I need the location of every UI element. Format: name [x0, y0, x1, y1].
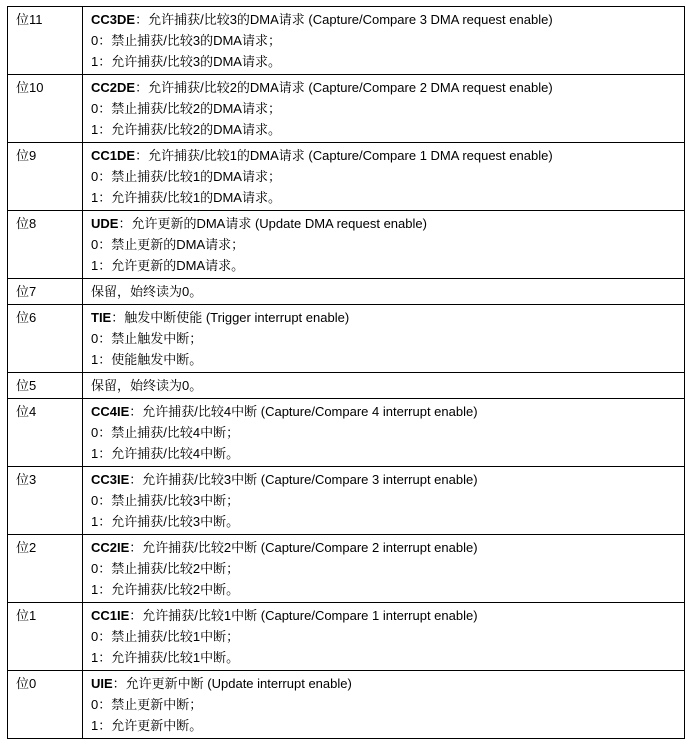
option-value: 1：允许捕获/比较3中断。 — [91, 514, 240, 529]
table-row — [8, 535, 685, 603]
field-title: ：允许捕获/比较2的DMA请求 (Capture/Compare 2 DMA request enable) — [135, 80, 553, 95]
field-name: CC1DE — [91, 148, 136, 163]
option-value: 0：禁止捕获/比较2的DMA请求； — [91, 101, 281, 116]
option-value: 1：允许捕获/比较3的DMA请求。 — [91, 54, 281, 69]
option-value: 0：禁止捕获/比较1的DMA请求； — [91, 169, 281, 184]
field-title: ：触发中断使能 (Trigger interrupt enable) — [111, 310, 350, 325]
bit-number: 位3 — [8, 467, 83, 535]
description-title — [91, 375, 684, 396]
bit-description — [83, 535, 685, 603]
option-value: 0：禁止捕获/比较3的DMA请求； — [91, 33, 281, 48]
bit-number: 位5 — [8, 373, 83, 399]
option-value: 0：禁止更新的DMA请求； — [91, 237, 245, 252]
bit-number: 位11 — [8, 7, 83, 75]
field-title: ：允许捕获/比较1的DMA请求 (Capture/Compare 1 DMA request enable) — [135, 148, 553, 163]
bit-description — [83, 671, 685, 739]
table-row — [8, 671, 685, 739]
field-name: TIE — [91, 310, 112, 325]
field-name: CC2IE — [91, 540, 130, 555]
field-title: 保留，始终读为0。 — [91, 378, 203, 393]
description-title — [91, 213, 684, 234]
field-name: CC4IE — [91, 404, 130, 419]
bit-description — [83, 467, 685, 535]
option-value: 1：允许捕获/比较2的DMA请求。 — [91, 122, 281, 137]
table-row — [8, 373, 685, 399]
field-title: ：允许更新中断 (Update interrupt enable) — [112, 676, 352, 691]
field-name: CC2DE — [91, 80, 136, 95]
field-name: UIE — [91, 676, 113, 691]
table-row — [8, 305, 685, 373]
option-value: 0：禁止触发中断； — [91, 331, 203, 346]
option-value: 1：使能触发中断。 — [91, 352, 203, 367]
bit-description — [83, 373, 685, 399]
description-title — [91, 537, 684, 558]
description-title — [91, 281, 684, 302]
description-title — [91, 673, 684, 694]
description-title — [91, 9, 684, 30]
bit-description — [83, 305, 685, 373]
table-row — [8, 143, 685, 211]
bit-number: 位10 — [8, 75, 83, 143]
description-title — [91, 145, 684, 166]
bit-description — [83, 211, 685, 279]
field-name: CC3DE — [91, 12, 136, 27]
option-value: 0：禁止更新中断； — [91, 697, 203, 712]
table-row — [8, 211, 685, 279]
bit-description — [83, 399, 685, 467]
field-title: ：允许捕获/比较3中断 (Capture/Compare 3 interrupt enable) — [129, 472, 478, 487]
option-value: 0：禁止捕获/比较2中断； — [91, 561, 240, 576]
bit-description — [83, 7, 685, 75]
option-value: 1：允许捕获/比较4中断。 — [91, 446, 240, 461]
field-title: ：允许捕获/比较3的DMA请求 (Capture/Compare 3 DMA request enable) — [135, 12, 553, 27]
table-row — [8, 75, 685, 143]
description-title — [91, 77, 684, 98]
bit-number: 位2 — [8, 535, 83, 603]
option-value: 1：允许更新中断。 — [91, 718, 203, 733]
bit-number: 位4 — [8, 399, 83, 467]
field-name: CC1IE — [91, 608, 130, 623]
bit-number: 位9 — [8, 143, 83, 211]
bit-number: 位1 — [8, 603, 83, 671]
bit-number: 位0 — [8, 671, 83, 739]
bit-description — [83, 279, 685, 305]
bit-description — [83, 143, 685, 211]
description-title — [91, 401, 684, 422]
field-title: 保留，始终读为0。 — [91, 284, 203, 299]
option-value: 1：允许捕获/比较2中断。 — [91, 582, 240, 597]
table-row — [8, 467, 685, 535]
option-value: 1：允许捕获/比较1的DMA请求。 — [91, 190, 281, 205]
option-value: 0：禁止捕获/比较3中断； — [91, 493, 240, 508]
register-bits-table — [7, 6, 685, 739]
description-title — [91, 307, 684, 328]
field-title: ：允许捕获/比较1中断 (Capture/Compare 1 interrupt enable) — [129, 608, 478, 623]
field-title: ：允许捕获/比较4中断 (Capture/Compare 4 interrupt enable) — [129, 404, 478, 419]
bit-description — [83, 603, 685, 671]
field-name: UDE — [91, 216, 119, 231]
field-name: CC3IE — [91, 472, 130, 487]
bit-number: 位8 — [8, 211, 83, 279]
table-row — [8, 603, 685, 671]
table-row — [8, 279, 685, 305]
table-row — [8, 7, 685, 75]
option-value: 0：禁止捕获/比较1中断； — [91, 629, 240, 644]
bit-number: 位7 — [8, 279, 83, 305]
bit-description — [83, 75, 685, 143]
bit-number: 位6 — [8, 305, 83, 373]
description-title — [91, 605, 684, 626]
option-value: 1：允许捕获/比较1中断。 — [91, 650, 240, 665]
table-row — [8, 399, 685, 467]
field-title: ：允许捕获/比较2中断 (Capture/Compare 2 interrupt enable) — [129, 540, 478, 555]
description-title — [91, 469, 684, 490]
field-title: ：允许更新的DMA请求 (Update DMA request enable) — [118, 216, 427, 231]
option-value: 0：禁止捕获/比较4中断； — [91, 425, 240, 440]
option-value: 1：允许更新的DMA请求。 — [91, 258, 245, 273]
